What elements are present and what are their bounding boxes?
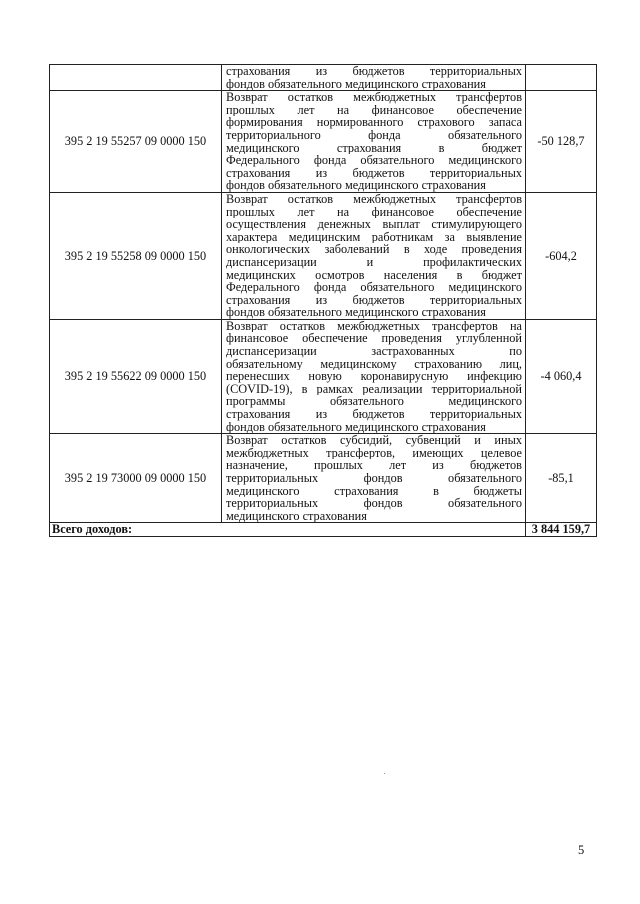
description-line: страхования из бюджетов территориальных	[226, 166, 522, 180]
description-line: Федерального фонда обязательного медицинского	[226, 281, 522, 294]
revenue-description	[222, 65, 526, 91]
description-line: страхования из бюджетов территориальных	[226, 65, 522, 78]
scan-dot	[384, 773, 385, 774]
revenue-description	[222, 434, 526, 523]
description-line: территориального фонда обязательного	[226, 128, 522, 142]
description-line: Возврат остатков межбюджетных трансфертов	[226, 192, 522, 206]
description-line: медицинского страхования в бюджеты	[226, 484, 522, 498]
description-line: фондов обязательного медицинского страхования	[226, 420, 486, 434]
revenue-table	[49, 64, 597, 537]
revenue-description	[222, 91, 526, 193]
revenue-description	[222, 319, 526, 433]
amount	[526, 65, 597, 91]
description-line: характера медицинским работникам за выявление	[226, 230, 522, 244]
description-line: прошлых лет на финансовое обеспечение	[226, 103, 522, 117]
description-line: диспансеризации и профилактических	[226, 255, 522, 269]
description-line: программы обязательного медицинского	[226, 395, 522, 409]
description-line: обязательному медицинскому страхованию лиц,	[226, 357, 522, 371]
description-line: перенесших новую коронавирусную инфекцию	[226, 370, 522, 383]
description-line: Возврат остатков межбюджетных трансфертов	[226, 91, 522, 104]
amount: -4 060,4	[526, 319, 597, 433]
table-body	[50, 65, 597, 523]
amount: -85,1	[526, 434, 597, 523]
description-line: Федерального фонда обязательного медицинского	[226, 154, 522, 167]
description-line: осуществления денежных выплат стимулирующего	[226, 218, 522, 231]
description-line: финансовое обеспечение проведения углубленной	[226, 332, 522, 346]
budget-code: 395 2 19 55258 09 0000 150	[50, 192, 222, 319]
description-line: Возврат остатков субсидий, субвенций и иных	[226, 434, 522, 447]
amount: -604,2	[526, 192, 597, 319]
description-line: (COVID-19), в рамках реализации территориальной	[226, 382, 522, 396]
description-line: фондов обязательного медицинского страхования	[226, 306, 486, 319]
table-row	[50, 434, 597, 523]
description-line: территориальных фондов обязательного	[226, 497, 522, 510]
budget-code: 395 2 19 55257 09 0000 150	[50, 91, 222, 193]
description-line: медицинского страхования в бюджет	[226, 141, 522, 155]
description-line: фондов обязательного медицинского страхования	[226, 179, 486, 192]
table-row	[50, 192, 597, 319]
total-row	[50, 523, 597, 537]
description-line: страхования из бюджетов территориальных	[226, 293, 522, 307]
total-label: Всего доходов:	[50, 523, 526, 537]
description-line: медицинских осмотров населения в бюджет	[226, 268, 522, 282]
description-line: фондов обязательного медицинского страхования	[226, 77, 486, 91]
description-line: территориальных фондов обязательного	[226, 472, 522, 485]
description-line: назначение, прошлых лет из бюджетов	[226, 459, 522, 472]
table-row	[50, 65, 597, 91]
budget-code	[50, 65, 222, 91]
table-row	[50, 319, 597, 433]
description-line: онкологических заболеваний в ходе проведения	[226, 243, 522, 256]
budget-code: 395 2 19 55622 09 0000 150	[50, 319, 222, 433]
description-line: прошлых лет на финансовое обеспечение	[226, 205, 522, 219]
amount: -50 128,7	[526, 91, 597, 193]
description-line: межбюджетных трансфертов, имеющих целевое	[226, 446, 522, 460]
description-line: формирования нормированного страхового запаса	[226, 116, 522, 129]
description-line: страхования из бюджетов территориальных	[226, 408, 522, 421]
revenue-description	[222, 192, 526, 319]
page-number: 5	[578, 843, 585, 857]
total-amount: 3 844 159,7	[526, 523, 597, 537]
description-line: медицинского страхования	[226, 509, 367, 523]
table-row	[50, 91, 597, 193]
budget-code: 395 2 19 73000 09 0000 150	[50, 434, 222, 523]
description-line: Возврат остатков межбюджетных трансфертов на	[226, 319, 522, 333]
description-line: диспансеризации застрахованных по	[226, 345, 522, 358]
